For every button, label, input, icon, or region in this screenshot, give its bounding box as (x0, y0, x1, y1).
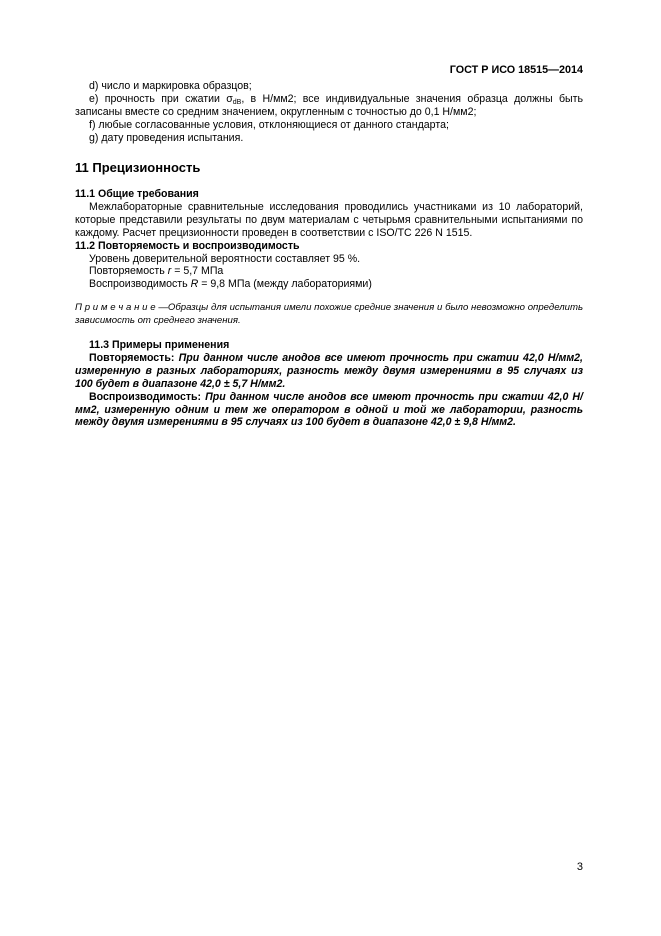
reproducibility-label: Воспроизводимость (89, 278, 191, 291)
list-item-d: d) число и маркировка образцов; (89, 80, 252, 92)
subsection-11-2-title: 11.2 Повторяемость и воспроизводимость (75, 239, 300, 252)
repeatability-label: Повторяемость (89, 265, 168, 278)
example-repeatability (75, 352, 583, 391)
confidence-level-text: Уровень доверительной вероятности составляет 95 %. (89, 252, 361, 265)
list-item-e-suffix: , в Н/мм2; все индивидуальные значения образца должны быть записаны вместе со средним значением, округленным с точностью до 0,1 Н/мм2; (75, 92, 583, 118)
document-page (75, 0, 583, 936)
subsection-11-3-title: 11.3 Примеры применения (89, 339, 230, 351)
reproducibility-symbol: R (190, 278, 199, 291)
repeatability-value: = 5,7 МПа (171, 265, 224, 278)
section-11-1 (75, 188, 583, 291)
repeatability-symbol: r (167, 265, 172, 278)
document-id-header: ГОСТ Р ИСО 18515—2014 (449, 64, 583, 76)
list-item-e (75, 93, 583, 119)
example-reproducibility-text: При данном числе анодов все имеют прочность при сжатии 42,0 Н/мм2, измеренную одним и тем же оператором в одной и той же лаборатории, разность между двумя измерениями в 95 случаях из 100 будет в диапазоне 42,0 ± 9,8 Н/мм2. (75, 390, 583, 429)
subsection-11-1-text: Межлабораторные сравнительные исследования проводились участниками из 10 лабораторий, которые представили результаты по двум материалам с четырьмя сравнительными испытаниями по каждому. Расчет прецизионности проведен в соответствии с ISO/TC 226 N 1515. (75, 200, 583, 239)
page-number: 3 (576, 861, 583, 873)
test-report-list (75, 80, 583, 145)
list-item-g: g) дату проведения испытания. (89, 131, 244, 144)
subsection-11-1-title: 11.1 Общие требования (75, 188, 199, 200)
reproducibility-value: = 9,8 МПа (между лабораториями) (198, 278, 372, 291)
list-item-f: f) любые согласованные условия, отклоняющиеся от данного стандарта; (89, 118, 449, 131)
example-repeatability-label: Повторяемость: (89, 351, 175, 364)
section-11-title: 11 Прецизионность (75, 160, 201, 175)
list-item-e-prefix: e) прочность при сжатии σ (89, 92, 233, 105)
note-text: —Образцы для испытания имели похожие средние значения и было невозможно определить зависимость от среднего значения. (75, 302, 584, 326)
repeatability-line (75, 265, 583, 278)
example-reproducibility-label: Воспроизводимость: (89, 390, 202, 403)
list-item-e-subscript: dB (232, 98, 242, 106)
reproducibility-line (75, 278, 583, 291)
section-11-3 (75, 339, 583, 429)
example-reproducibility (75, 391, 583, 430)
note-label: П р и м е ч а н и е (75, 302, 156, 313)
example-repeatability-text: При данном числе анодов все имеют прочность при сжатии 42,0 Н/мм2, измеренную в разных лабораториях, разность между двумя измерениями в 95 случаях из 100 будет в диапазоне 42,0 ± 5,7 Н/мм2. (75, 351, 583, 390)
precision-note (75, 301, 583, 327)
